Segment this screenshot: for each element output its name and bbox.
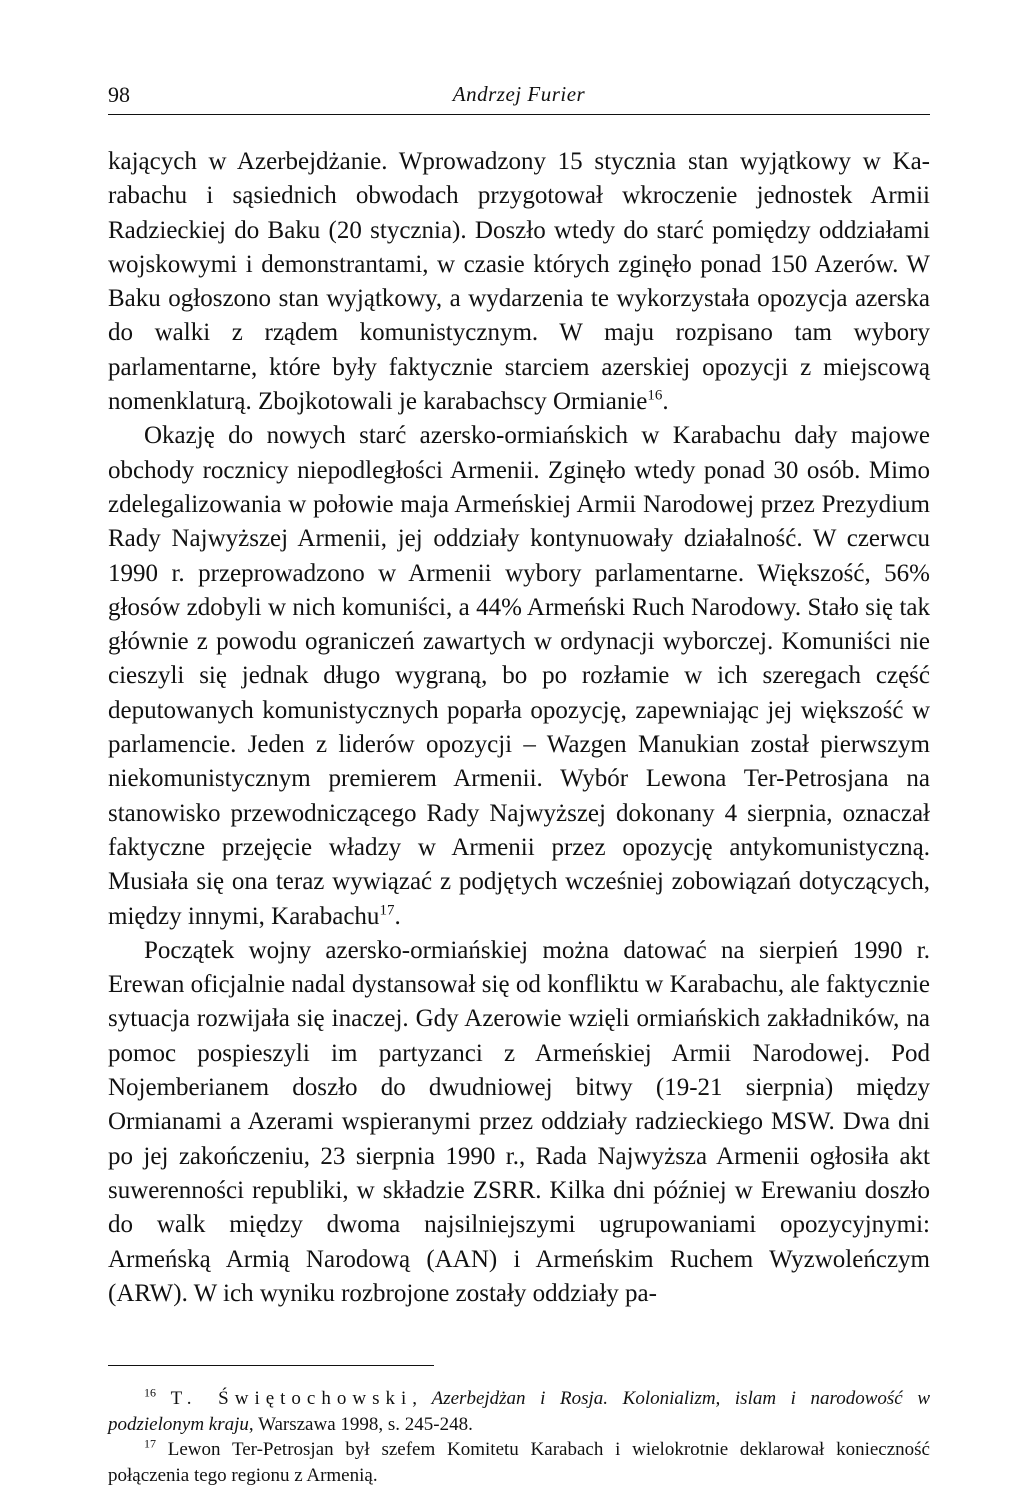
paragraph-1 xyxy=(108,145,930,419)
body-text xyxy=(108,145,930,1311)
footnotes xyxy=(108,1386,930,1488)
page-number: 98 xyxy=(108,82,130,107)
paragraph-3 xyxy=(108,934,930,1311)
paragraph-2-text: Okazję do nowych starć azersko-ormiańskich w Karabachu dały majowe obchody rocznicy niepodległości Armenii. Zginęło wtedy ponad 30 osób. Mimo zdelegalizowania w połowie maja Armeńskiej Armii Narodowej przez Prezydium Rady Najwyższej Armenii, jej oddziały kontynuowały działalność. W czerwcu 1990 r. przeprowadzono w Armenii wybory parlamentarne. Większość, 56% głosów zdobyli w nich komuniści, a 44% Armeński Ruch Narodowy. Stało się tak głównie z powodu ograniczeń zawartych w ordynacji wyborczej. Komuniści nie cieszyli się jednak długo wygraną, bo po rozłamie w ich szeregach część deputowanych komunistycznych poparła opozycję, zapewniając jej większość w parlamencie. Jeden z liderów opozycji – Wazgen Manukian został pierwszym niekomunistycznym premierem Armenii. Wybór Lewona Ter-Petrosjana na stanowisko przewodniczącego Rady Najwyższej dokonany 4 sierpnia, oznaczał faktyczne przejęcie władzy w Armenii przez opozycję antykomunistyczną. Musiała się ona teraz wywiązać z podjętych wcześniej zobowiązań dotyczących, między innymi, Karabachu xyxy=(108,422,930,930)
footnote-17 xyxy=(108,1437,930,1488)
paragraph-2 xyxy=(108,419,930,933)
footnote-ref-17: 17 xyxy=(379,902,395,919)
footnote-16-title: Azerbejdżan i Rosja. Kolonializm, islam i narodowość w podzielonym kraju xyxy=(108,1388,931,1435)
paragraph-1-end: . xyxy=(662,388,669,416)
footnote-16-mark: 16 xyxy=(144,1385,156,1400)
footnote-16-rest: , Warszawa 1998, s. 245-248. xyxy=(248,1413,473,1435)
running-head xyxy=(108,78,930,115)
page xyxy=(108,78,930,1488)
paragraph-2-end: . xyxy=(394,902,401,930)
footnote-separator xyxy=(108,1365,434,1366)
running-title: Andrzej Furier xyxy=(452,82,586,106)
paragraph-1-text: kających w Azerbejdżanie. Wprowadzony 15 stycznia stan wyjątkowy w Karabachu i sąsiednich obwodach przygotował wkroczenie jednostek Armii Radzieckiej do Baku (20 stycznia). Doszło wtedy do starć pomiędzy oddziałami wojskowymi i demonstrantami, w czasie których zginęło ponad 150 Azerów. W Baku ogłoszono stan wyjątkowy, a wydarzenia te wykorzystała opozycja azerska do walki z rządem komunistycznym. W maju rozpisano tam wybory parlamentarne, które były faktycznie starciem azerskiej opozycji z miejscową nomenklaturą. Zbojkotowali je karabachscy Ormianie xyxy=(108,148,930,416)
footnote-16: $^{16}$ T. Świętochowski, Azerbejdżan i Rosja. Kolonializm, islam i narodowość w podzielonym kraju, Warszawa 1998, s. 245-248. xyxy=(108,1385,931,1435)
footnote-17-text: Lewon Ter-Petrosjan był szefem Komitetu Karabach i wielokrotnie deklarował konieczność połączenia tego regionu z Armenią. xyxy=(108,1439,930,1486)
footnote-16-author: T. Świętochowski xyxy=(170,1388,413,1410)
footnote-ref-16: 16 xyxy=(647,387,663,404)
paragraph-3-text: Początek wojny azersko-ormiańskiej można datować na sierpień 1990 r. Erewan oficjalnie nadal dystansował się od konfliktu w Karabachu, ale faktycznie sytuacja rozwijała się inaczej. Gdy Azerowie wzięli ormiańskich zakładników, na pomoc pospieszyli im partyzanci z Armeńskiej Armii Narodowej. Pod Nojemberianem doszło do dwudniowej bitwy (19-21 sierpnia) między Ormianami a Azerami wspieranymi przez oddziały radzieckiego MSW. Dwa dni po jej zakończeniu, 23 sierpnia 1990 r., Rada Najwyższa Armenii ogłosiła akt suwerenności republiki, w składzie ZSRR. Kilka dni później w Erewaniu doszło do walk między dwoma najsilniejszymi ugrupowaniami opozycyjnymi: Armeńską Armią Narodową (AAN) i Armeńskim Ruchem Wyzwoleńczym (ARW). W ich wyniku rozbrojone zostały oddziały pa- xyxy=(108,936,930,1307)
footnote-17-mark: 17 xyxy=(144,1436,156,1451)
